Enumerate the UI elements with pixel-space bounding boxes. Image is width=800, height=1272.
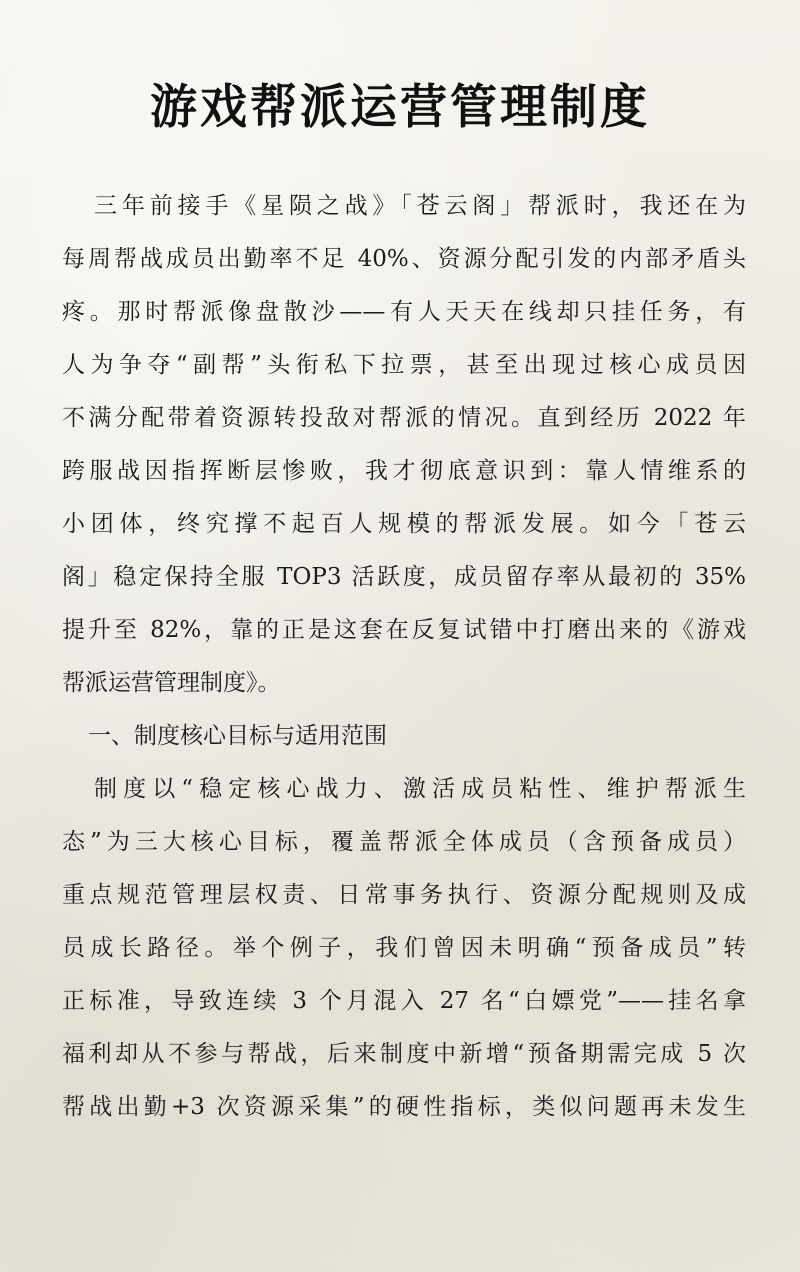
paragraph-line: 阁」稳定保持全服 TOP3 活跃度，成员留存率从最初的 35% (62, 564, 746, 590)
paragraph-line: 员成长路径。举个例子，我们曾因未明确“预备成员”转 (62, 935, 746, 961)
paragraph-line: 小团体，终究撑不起百人规模的帮派发展。如今「苍云 (62, 511, 746, 537)
document-body (62, 180, 746, 1134)
section-heading: 一、制度核心目标与适用范围 (88, 723, 387, 749)
paragraph-line: 每周帮战成员出勤率不足 40%、资源分配引发的内部矛盾头 (62, 246, 746, 272)
paragraph-line: 正标准，导致连续 3 个月混入 27 名“白嫖党”——挂名拿 (62, 988, 746, 1014)
paragraph-line: 态”为三大核心目标，覆盖帮派全体成员（含预备成员） (62, 829, 746, 855)
paragraph-line: 帮派运营管理制度》。 (62, 670, 281, 696)
paragraph-line: 福利却从不参与帮战，后来制度中新增“预备期需完成 5 次 (62, 1041, 746, 1067)
paragraph-line: 三年前接手《星陨之战》「苍云阁」帮派时，我还在为 (94, 193, 746, 219)
document-title: 游戏帮派运营管理制度 (150, 80, 650, 135)
paragraph-line: 重点规范管理层权责、日常事务执行、资源分配规则及成 (62, 882, 746, 908)
paragraph-line: 疼。那时帮派像盘散沙——有人天天在线却只挂任务，有 (62, 299, 746, 325)
paragraph-line: 制度以“稳定核心战力、激活成员粘性、维护帮派生 (94, 776, 746, 802)
paragraph-line: 人为争夺“副帮”头衔私下拉票，甚至出现过核心成员因 (62, 352, 746, 378)
paragraph-line: 不满分配带着资源转投敌对帮派的情况。直到经历 2022 年 (62, 405, 746, 431)
paragraph-line: 跨服战因指挥断层惨败，我才彻底意识到：靠人情维系的 (62, 458, 746, 484)
paragraph-line: 提升至 82%，靠的正是这套在反复试错中打磨出来的《游戏 (62, 617, 746, 643)
paragraph-line: 帮战出勤+3 次资源采集”的硬性指标，类似问题再未发生 (62, 1094, 746, 1120)
